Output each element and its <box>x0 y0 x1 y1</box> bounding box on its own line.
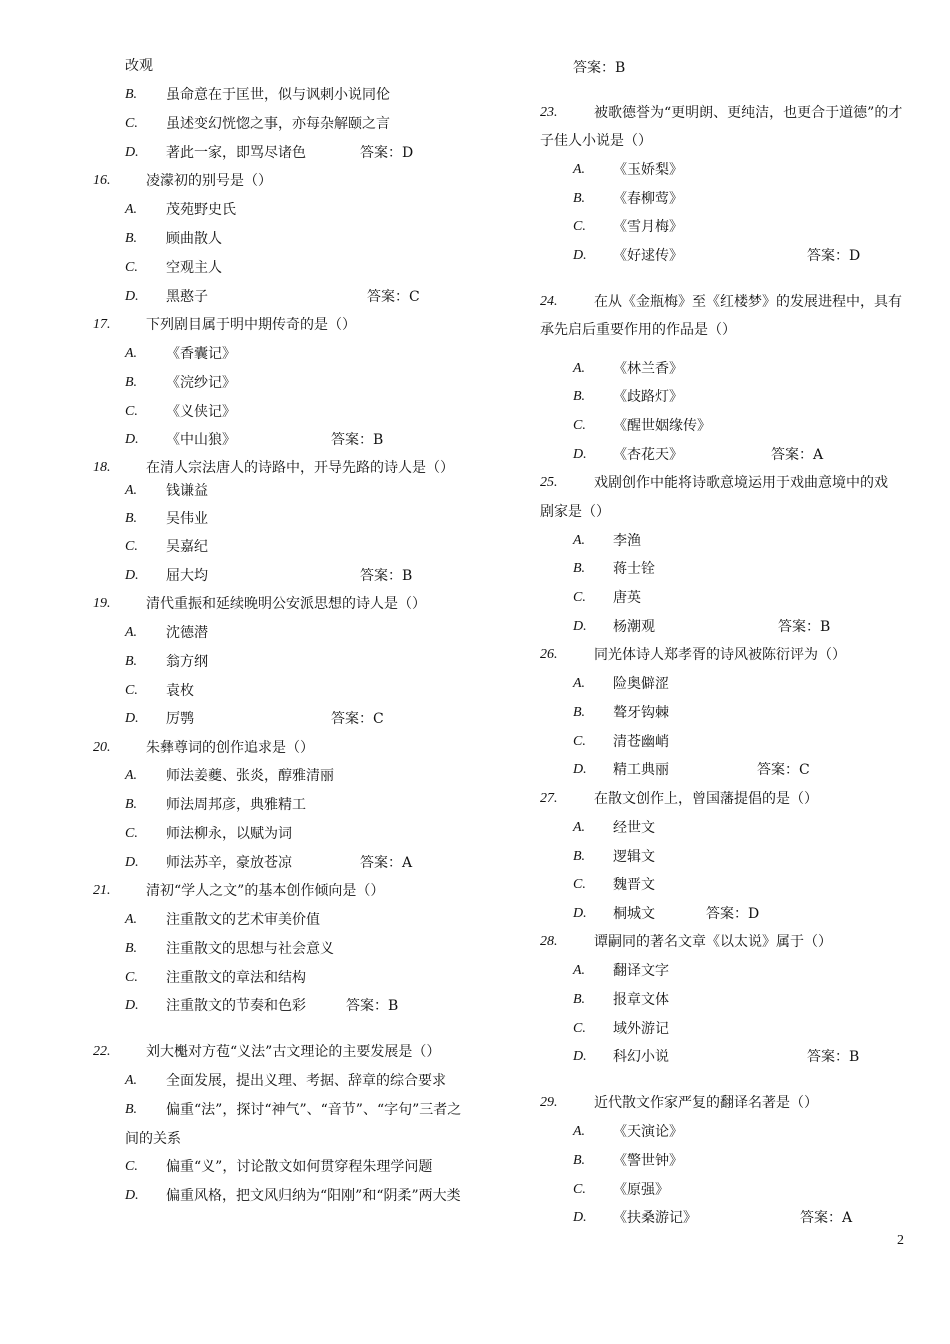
option-text: 《好逑传》 <box>613 248 683 264</box>
option-letter: D. <box>125 711 139 726</box>
option-letter: D. <box>573 1210 587 1225</box>
option-text: 《杏花天》 <box>613 447 683 463</box>
question-number: 23. <box>540 105 558 120</box>
option-text: 杨潮观 <box>613 619 655 635</box>
option-text: 《原强》 <box>613 1182 669 1198</box>
question-stem: 凌濛初的别号是（） <box>146 173 272 189</box>
option-letter: B. <box>125 654 138 669</box>
option-letter: D. <box>573 762 587 777</box>
option-text: 虽命意在于匡世，似与讽刺小说同伦 <box>166 87 390 103</box>
question-stem-continuation: 承先启后重要作用的作品是（） <box>540 322 736 338</box>
option-text: 《香囊记》 <box>166 346 236 362</box>
option-text-continuation: 间的关系 <box>125 1131 181 1147</box>
option-letter: C. <box>573 1182 586 1197</box>
option-letter: A. <box>573 162 586 177</box>
option-text: 《歧路灯》 <box>613 389 683 405</box>
question-number: 21. <box>93 883 111 898</box>
option-text: 师法周邦彦，典雅精工 <box>166 797 306 813</box>
option-letter: B. <box>125 87 138 102</box>
option-text: 著此一家，即骂尽诸色 <box>166 145 306 161</box>
option-letter: A. <box>573 361 586 376</box>
option-text: 黑憨子 <box>166 289 208 305</box>
option-letter: C. <box>125 1159 138 1174</box>
page-number: 2 <box>897 1233 904 1248</box>
question-stem: 刘大櫆对方苞“义法”古文理论的主要发展是（） <box>146 1044 441 1060</box>
answer-label: 答案：C <box>331 711 384 727</box>
question-stem: 在散文创作上，曾国藩提倡的是（） <box>594 791 818 807</box>
option-letter: A. <box>125 483 138 498</box>
answer-label: 答案：B <box>807 1049 860 1065</box>
option-letter: C. <box>125 970 138 985</box>
answer-label: 答案：A <box>360 855 413 871</box>
option-letter: B. <box>573 705 586 720</box>
question-stem: 谭嗣同的著名文章《以太说》属于（） <box>594 934 832 950</box>
option-letter: D. <box>573 619 587 634</box>
question-number: 27. <box>540 791 558 806</box>
question-number: 26. <box>540 647 558 662</box>
option-letter: B. <box>125 511 138 526</box>
option-text: 师法柳永，以赋为词 <box>166 826 292 842</box>
option-text: 唐英 <box>613 590 641 606</box>
option-text: 全面发展，提出义理、考据、辞章的综合要求 <box>166 1073 446 1089</box>
option-letter: C. <box>573 418 586 433</box>
option-text: 沈德潜 <box>166 625 208 641</box>
option-letter: A. <box>573 1124 586 1139</box>
option-text: 顾曲散人 <box>166 231 222 247</box>
option-letter: D. <box>125 432 139 447</box>
option-text: 注重散文的章法和结构 <box>166 970 306 986</box>
option-letter: A. <box>573 820 586 835</box>
answer-label: 答案：B <box>346 998 399 1014</box>
option-text: 吴嘉纪 <box>166 539 208 555</box>
question-number: 25. <box>540 475 558 490</box>
question-stem: 清代重振和延续晚明公安派思想的诗人是（） <box>146 596 426 612</box>
option-text: 《醒世姻缘传》 <box>613 418 711 434</box>
option-letter: C. <box>125 404 138 419</box>
option-letter: C. <box>573 877 586 892</box>
option-text: 屈大均 <box>166 568 208 584</box>
option-text: 师法苏辛，豪放苍凉 <box>166 855 292 871</box>
question-number: 16. <box>93 173 111 188</box>
answer-label: 答案：B <box>778 619 831 635</box>
option-text: 《警世钟》 <box>613 1153 683 1169</box>
question-stem-continuation: 子佳人小说是（） <box>540 133 652 149</box>
option-letter: C. <box>125 116 138 131</box>
option-letter: D. <box>125 289 139 304</box>
option-text: 《雪月梅》 <box>613 219 683 235</box>
option-text: 蒋士铨 <box>613 561 655 577</box>
option-text: 《义侠记》 <box>166 404 236 420</box>
option-text: 师法姜夔、张炎，醇雅清丽 <box>166 768 334 784</box>
option-text: 魏晋文 <box>613 877 655 893</box>
option-text: 注重散文的艺术审美价值 <box>166 912 320 928</box>
option-letter: C. <box>573 219 586 234</box>
option-letter: D. <box>125 998 139 1013</box>
option-text: 科幻小说 <box>613 1049 669 1065</box>
answer-label: 答案：B <box>573 60 626 76</box>
answer-label: 答案：B <box>360 568 413 584</box>
option-text: 域外游记 <box>613 1021 669 1037</box>
option-letter: A. <box>125 1073 138 1088</box>
option-letter: B. <box>125 941 138 956</box>
option-letter: B. <box>573 992 586 1007</box>
option-letter: B. <box>125 375 138 390</box>
option-text: 《天演论》 <box>613 1124 683 1140</box>
option-text: 李渔 <box>613 533 641 549</box>
question-stem: 被歌德誉为“更明朗、更纯洁，也更合于道德”的才 <box>594 105 903 121</box>
option-text: 经世文 <box>613 820 655 836</box>
option-text: 《浣纱记》 <box>166 375 236 391</box>
option-letter: D. <box>573 906 587 921</box>
question-number: 29. <box>540 1095 558 1110</box>
option-text: 报章文体 <box>613 992 669 1008</box>
option-letter: B. <box>573 191 586 206</box>
option-letter: B. <box>125 797 138 812</box>
option-letter: A. <box>573 676 586 691</box>
option-letter: B. <box>573 849 586 864</box>
option-letter: C. <box>573 590 586 605</box>
option-text: 翁方纲 <box>166 654 208 670</box>
option-letter: C. <box>573 1021 586 1036</box>
option-text: 注重散文的节奏和色彩 <box>166 998 306 1014</box>
question-stem: 在清人宗法唐人的诗路中，开导先路的诗人是（） <box>146 460 454 476</box>
option-text: 注重散文的思想与社会意义 <box>166 941 334 957</box>
option-letter: B. <box>125 1102 138 1117</box>
option-letter: C. <box>125 683 138 698</box>
option-text: 清苍幽峭 <box>613 734 669 750</box>
answer-label: 答案：C <box>367 289 420 305</box>
option-letter: A. <box>125 768 138 783</box>
option-text: 翻译文字 <box>613 963 669 979</box>
question-stem-continuation: 剧家是（） <box>540 504 610 520</box>
question-stem: 清初“学人之文”的基本创作倾向是（） <box>146 883 385 899</box>
option-text: 茂苑野史氏 <box>166 202 236 218</box>
option-text: 钱谦益 <box>166 483 208 499</box>
option-letter: A. <box>125 202 138 217</box>
question-number: 28. <box>540 934 558 949</box>
option-letter: B. <box>573 561 586 576</box>
answer-label: 答案：A <box>771 447 824 463</box>
option-text: 袁枚 <box>166 683 194 699</box>
question-15-stem-tail: 改观 <box>125 58 153 74</box>
option-letter: A. <box>125 912 138 927</box>
option-text: 偏重风格，把文风归纳为“阳刚”和“阴柔”两大类 <box>166 1188 461 1204</box>
question-stem: 朱彝尊词的创作追求是（） <box>146 740 314 756</box>
option-letter: D. <box>125 855 139 870</box>
option-letter: C. <box>125 539 138 554</box>
question-number: 20. <box>93 740 111 755</box>
option-letter: C. <box>573 734 586 749</box>
option-letter: C. <box>125 260 138 275</box>
question-number: 18. <box>93 460 111 475</box>
question-number: 22. <box>93 1044 111 1059</box>
option-text: 《春柳莺》 <box>613 191 683 207</box>
question-stem: 近代散文作家严复的翻译名著是（） <box>594 1095 818 1111</box>
option-letter: D. <box>573 1049 587 1064</box>
option-text: 《中山狼》 <box>166 432 236 448</box>
option-letter: D. <box>125 568 139 583</box>
option-letter: A. <box>125 625 138 640</box>
option-letter: D. <box>125 145 139 160</box>
option-text: 桐城文 <box>613 906 655 922</box>
option-text: 聱牙钩棘 <box>613 705 669 721</box>
answer-label: 答案：D <box>360 145 414 161</box>
option-text: 吴伟业 <box>166 511 208 527</box>
option-text: 逻辑文 <box>613 849 655 865</box>
option-text: 厉鹗 <box>166 711 194 727</box>
option-letter: C. <box>125 826 138 841</box>
option-letter: D. <box>125 1188 139 1203</box>
option-text: 《玉娇梨》 <box>613 162 683 178</box>
option-letter: B. <box>573 1153 586 1168</box>
question-number: 24. <box>540 294 558 309</box>
question-number: 19. <box>93 596 111 611</box>
question-stem: 戏剧创作中能将诗歌意境运用于戏曲意境中的戏 <box>594 475 888 491</box>
option-text: 险奥僻涩 <box>613 676 669 692</box>
answer-label: 答案：C <box>757 762 810 778</box>
option-text: 偏重“法”，探讨“神气”、“音节”、“字句”三者之 <box>166 1102 462 1118</box>
question-stem: 下列剧目属于明中期传奇的是（） <box>146 317 356 333</box>
answer-label: 答案：A <box>800 1210 853 1226</box>
option-letter: A. <box>125 346 138 361</box>
question-stem: 在从《金瓶梅》至《红楼梦》的发展进程中，具有 <box>594 294 902 310</box>
option-text: 《林兰香》 <box>613 361 683 377</box>
answer-label: 答案：B <box>331 432 384 448</box>
question-stem: 同光体诗人郑孝胥的诗风被陈衍评为（） <box>594 647 846 663</box>
option-letter: A. <box>573 533 586 548</box>
option-letter: D. <box>573 447 587 462</box>
question-number: 17. <box>93 317 111 332</box>
option-text: 空观主人 <box>166 260 222 276</box>
option-text: 精工典丽 <box>613 762 669 778</box>
option-text: 虽述变幻恍惚之事，亦每杂解颐之言 <box>166 116 390 132</box>
option-letter: A. <box>573 963 586 978</box>
option-text: 偏重“义”，讨论散文如何贯穿程朱理学问题 <box>166 1159 433 1175</box>
option-text: 《扶桑游记》 <box>613 1210 697 1226</box>
option-letter: D. <box>573 248 587 263</box>
answer-label: 答案：D <box>706 906 760 922</box>
answer-label: 答案：D <box>807 248 861 264</box>
option-letter: B. <box>125 231 138 246</box>
option-letter: B. <box>573 389 586 404</box>
